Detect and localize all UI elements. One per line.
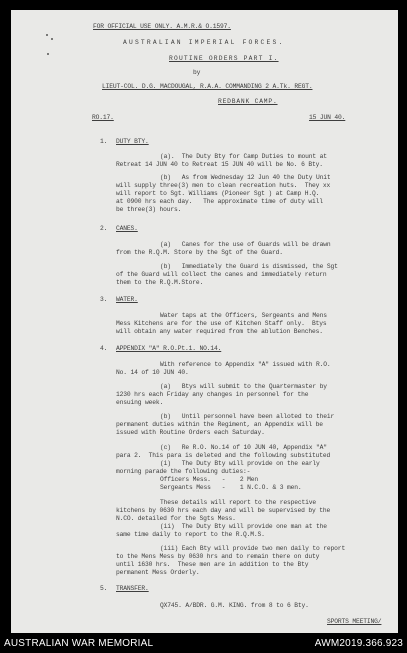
body-line: N.CO. detailed for the Sgts Mess. xyxy=(116,515,236,522)
body-line: morning parade the following duties:- xyxy=(116,468,251,475)
body-line: of the Guard will collect the canes and immediately return xyxy=(116,271,327,278)
continuation-catchword: SPORTS MEETING/ xyxy=(327,618,382,625)
body-line: Sergeants Mess - 1 N.C.O. & 3 men. xyxy=(160,484,302,491)
section-number: 2. xyxy=(100,225,108,232)
body-line: will supply three(3) men to clean recreation huts. They xx xyxy=(116,182,331,189)
body-line: to the Mens Mess by 0630 hrs and to remain there on duty xyxy=(116,553,320,560)
body-line: (i) The Duty Bty will provide on the early xyxy=(160,460,320,467)
body-line: (ii) The Duty Bty will provide one man at the xyxy=(160,523,327,530)
body-line: These details will report to the respective xyxy=(160,499,317,506)
body-line: (c) Re R.O. No.14 of 10 JUN 40, Appendix "A" xyxy=(160,444,327,451)
body-line: will report to Sgt. Williams (Pioneer Sgt ) at Camp H.Q. xyxy=(116,190,320,197)
punch-mark xyxy=(46,34,48,36)
section-number: 3. xyxy=(100,296,108,303)
punch-mark xyxy=(51,38,53,40)
body-line: With reference to Appendix "A" issued with R.O. xyxy=(160,361,331,368)
body-line: same time daily to report to the R.Q.M.S. xyxy=(116,531,265,538)
ro-number: RO.17. xyxy=(92,114,114,121)
institution-label: AUSTRALIAN WAR MEMORIAL xyxy=(4,638,154,649)
orders-title: ROUTINE ORDERS PART I. xyxy=(169,55,279,62)
force-title: AUSTRALIAN IMPERIAL FORCES. xyxy=(123,39,285,46)
by-line: by xyxy=(193,69,201,76)
body-line: (b) Until personnel have been alloted to their xyxy=(160,413,335,420)
classification-line: FOR OFFICIAL USE ONLY. A.M.R.& O.1597. xyxy=(93,23,231,30)
section-heading: TRANSFER. xyxy=(116,585,149,592)
section-number: 1. xyxy=(100,138,108,145)
body-line: Water taps at the Officers, Sergeants and Mens xyxy=(160,312,327,319)
body-line: (b) Immediately the Guard is dismissed, the Sgt xyxy=(160,263,338,270)
body-line: (a) Btys will submit to the Quartermaster by xyxy=(160,383,327,390)
body-line: kitchens by 0630 hrs each day and will be supervised by the xyxy=(116,507,331,514)
body-line: QX745. A/BDR. G.M. KING. from 8 to 6 Bty. xyxy=(160,602,309,609)
body-line: permanent Mess Orderly. xyxy=(116,569,200,576)
section-heading: CANES. xyxy=(116,225,138,232)
section-heading: APPENDIX "A" R.O.Pt.1. NO.14. xyxy=(116,345,222,352)
catalogue-id: AWM2019.366.923 xyxy=(314,638,403,649)
body-line: Mess Kitchens are for the use of Kitchen Staff only. Btys xyxy=(116,320,327,327)
body-line: until 1630 hrs. These men are in addition to the Bty xyxy=(116,561,309,568)
body-line: 1230 hrs each Friday any changes in personnel for the xyxy=(116,391,309,398)
document-page xyxy=(11,10,398,633)
body-line: them to the R.Q.M.Store. xyxy=(116,279,204,286)
body-line: (iii) Each Bty will provide two men daily to report xyxy=(160,545,346,552)
camp-line: REDBANK CAMP. xyxy=(218,98,278,105)
body-line: from the R.Q.M. Store by the Sgt of the Guard. xyxy=(116,249,283,256)
body-line: para 2. This para is deleted and the following substituted xyxy=(116,452,331,459)
commander-line: LIEUT-COL. D.G. MACDOUGAL, R.A.A. COMMANDING 2 A.Tk. REGT. xyxy=(102,83,313,90)
body-line: (b) As from Wednesday 12 Jun 40 the Duty Unit xyxy=(160,174,331,181)
body-line: (a). The Duty Bty for Camp Duties to mount at xyxy=(160,153,327,160)
body-line: ensuing week. xyxy=(116,399,164,406)
body-line: Retreat 14 JUN 40 to Retreat 15 JUN 40 will be No. 6 Bty. xyxy=(116,161,323,168)
body-line: at 0900 hrs each day. The approximate time of duty will xyxy=(116,198,323,205)
body-line: Officers Mess. - 2 Men xyxy=(160,476,258,483)
section-number: 4. xyxy=(100,345,108,352)
section-number: 5. xyxy=(100,585,108,592)
body-line: will obtain any water required from the ablution Benches. xyxy=(116,328,323,335)
section-heading: WATER. xyxy=(116,296,138,303)
order-date: 15 JUN 40. xyxy=(309,114,346,121)
body-line: issued with Routine Orders each Saturday. xyxy=(116,429,265,436)
footer-band xyxy=(0,634,407,653)
section-heading: DUTY BTY. xyxy=(116,138,149,145)
punch-mark xyxy=(47,53,49,55)
body-line: No. 14 of 10 JUN 40. xyxy=(116,369,189,376)
body-line: (a) Canes for the use of Guards will be drawn xyxy=(160,241,331,248)
body-line: be three(3) hours. xyxy=(116,206,182,213)
body-line: permanent duties within the Regiment, an Appendix will be xyxy=(116,421,323,428)
